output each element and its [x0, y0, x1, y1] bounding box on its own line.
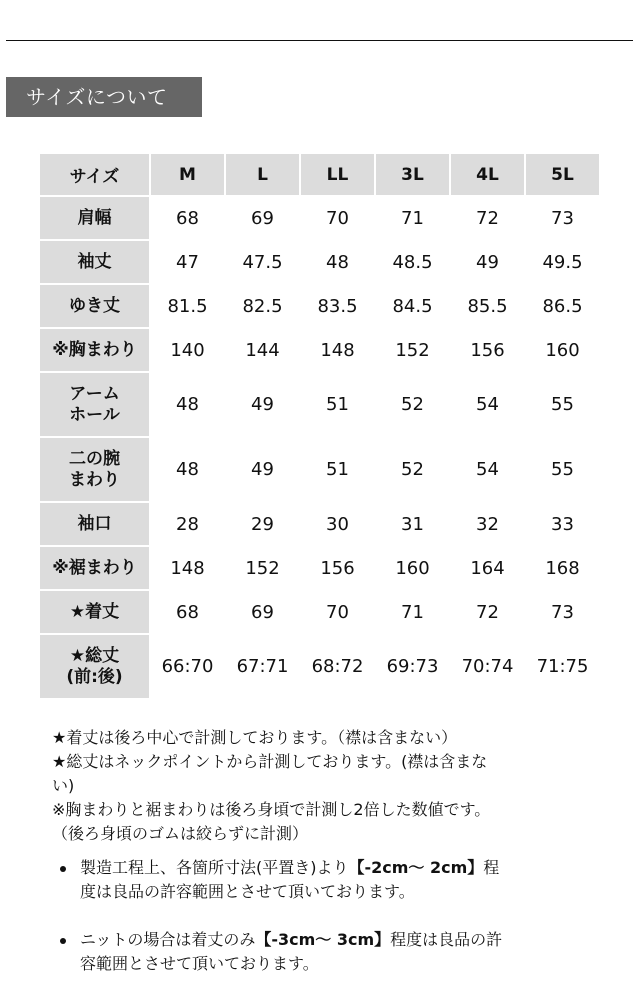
table-cell: 47.5 [226, 241, 299, 283]
section-title: サイズについて [6, 77, 202, 117]
size-header-label: サイズ [40, 154, 149, 195]
table-cell: 66:70 [151, 635, 224, 698]
table-row [40, 503, 599, 545]
table-cell: 51 [301, 373, 374, 436]
bullet-icon [60, 938, 66, 944]
note-line: （後ろ身頃のゴムは絞らずに計測） [52, 824, 309, 843]
table-cell: 68 [151, 197, 224, 239]
table-cell: 32 [451, 503, 524, 545]
table-row [40, 547, 599, 589]
table-cell: 168 [526, 547, 599, 589]
list-item [54, 856, 584, 904]
bullet-text: 製造工程上、各箇所寸法(平置き)より [80, 858, 349, 877]
note-line: ★総丈はネックポイントから計測しております。(襟は含まな [52, 752, 488, 771]
table-cell: 86.5 [526, 285, 599, 327]
top-divider [6, 40, 633, 41]
table-cell: 72 [451, 197, 524, 239]
bullet-icon [60, 866, 66, 872]
table-cell: 70 [301, 197, 374, 239]
table-cell: 30 [301, 503, 374, 545]
table-cell: 55 [526, 373, 599, 436]
row-label-line: 二の腕 [69, 448, 120, 469]
note-line: い) [52, 776, 75, 795]
size-column-header: 3L [376, 154, 449, 195]
table-cell: 31 [376, 503, 449, 545]
row-label-line: ★総丈 [69, 645, 120, 666]
measurement-notes [52, 726, 592, 846]
row-label-line: ホール [69, 404, 120, 425]
size-column-header: M [151, 154, 224, 195]
table-cell: 84.5 [376, 285, 449, 327]
table-cell: 29 [226, 503, 299, 545]
table-cell: 52 [376, 438, 449, 501]
row-label-line: まわり [69, 469, 120, 490]
row-label [40, 635, 149, 698]
table-cell: 140 [151, 329, 224, 371]
row-label: ★着丈 [40, 591, 149, 633]
table-cell: 85.5 [451, 285, 524, 327]
size-column-header: 4L [451, 154, 524, 195]
row-label: ゆき丈 [40, 285, 149, 327]
table-cell: 68 [151, 591, 224, 633]
row-label: ※胸まわり [40, 329, 149, 371]
bullet-text: ニットの場合は着丈のみ [80, 930, 256, 949]
bullet-text: 度は良品の許容範囲とさせて頂いております。 [80, 882, 415, 901]
table-cell: 54 [451, 438, 524, 501]
table-cell: 70:74 [451, 635, 524, 698]
bullet-text: 程 [483, 858, 500, 877]
bullet-text: 容範囲とさせて頂いております。 [80, 954, 319, 973]
table-row [40, 373, 599, 436]
table-cell: 152 [226, 547, 299, 589]
table-cell: 148 [151, 547, 224, 589]
table-cell: 160 [526, 329, 599, 371]
table-header-row [40, 154, 599, 195]
table-cell: 54 [451, 373, 524, 436]
table-cell: 48.5 [376, 241, 449, 283]
table-cell: 73 [526, 197, 599, 239]
table-cell: 48 [301, 241, 374, 283]
table-cell: 156 [301, 547, 374, 589]
table-cell: 83.5 [301, 285, 374, 327]
table-cell: 71:75 [526, 635, 599, 698]
table-cell: 156 [451, 329, 524, 371]
table-cell: 73 [526, 591, 599, 633]
table-row [40, 329, 599, 371]
table-cell: 48 [151, 438, 224, 501]
size-column-header: 5L [526, 154, 599, 195]
table-cell: 144 [226, 329, 299, 371]
table-cell: 48 [151, 373, 224, 436]
table-cell: 81.5 [151, 285, 224, 327]
row-label: 袖口 [40, 503, 149, 545]
tolerance-range: 【-2cm〜 2cm】 [348, 858, 484, 877]
row-label [40, 438, 149, 501]
table-cell: 33 [526, 503, 599, 545]
table-cell: 68:72 [301, 635, 374, 698]
table-cell: 71 [376, 197, 449, 239]
table-row [40, 438, 599, 501]
table-cell: 71 [376, 591, 449, 633]
table-cell: 82.5 [226, 285, 299, 327]
tolerance-notes [54, 856, 584, 1000]
table-row [40, 197, 599, 239]
size-table [38, 152, 601, 700]
table-cell: 70 [301, 591, 374, 633]
row-label: 袖丈 [40, 241, 149, 283]
table-cell: 47 [151, 241, 224, 283]
row-label [40, 373, 149, 436]
table-cell: 69 [226, 197, 299, 239]
row-label-line: アーム [69, 383, 120, 404]
size-column-header: L [226, 154, 299, 195]
table-row [40, 241, 599, 283]
table-cell: 160 [376, 547, 449, 589]
tolerance-range: 【-3cm〜 3cm】 [255, 930, 391, 949]
table-cell: 51 [301, 438, 374, 501]
table-cell: 164 [451, 547, 524, 589]
list-item [54, 928, 584, 976]
table-cell: 49 [451, 241, 524, 283]
table-cell: 49 [226, 438, 299, 501]
table-cell: 69 [226, 591, 299, 633]
table-cell: 69:73 [376, 635, 449, 698]
table-cell: 72 [451, 591, 524, 633]
table-cell: 49.5 [526, 241, 599, 283]
size-column-header: LL [301, 154, 374, 195]
table-row [40, 285, 599, 327]
table-cell: 28 [151, 503, 224, 545]
table-cell: 148 [301, 329, 374, 371]
table-row [40, 591, 599, 633]
table-cell: 49 [226, 373, 299, 436]
row-label: ※裾まわり [40, 547, 149, 589]
note-line: ★着丈は後ろ中心で計測しております。（襟は含まない） [52, 728, 458, 747]
note-line: ※胸まわりと裾まわりは後ろ身頃で計測し2倍した数値です。 [52, 800, 491, 819]
table-row [40, 635, 599, 698]
table-cell: 55 [526, 438, 599, 501]
bullet-text: 程度は良品の許 [390, 930, 503, 949]
table-cell: 52 [376, 373, 449, 436]
table-cell: 152 [376, 329, 449, 371]
row-label: 肩幅 [40, 197, 149, 239]
row-label-line: (前:後) [66, 666, 123, 687]
table-cell: 67:71 [226, 635, 299, 698]
